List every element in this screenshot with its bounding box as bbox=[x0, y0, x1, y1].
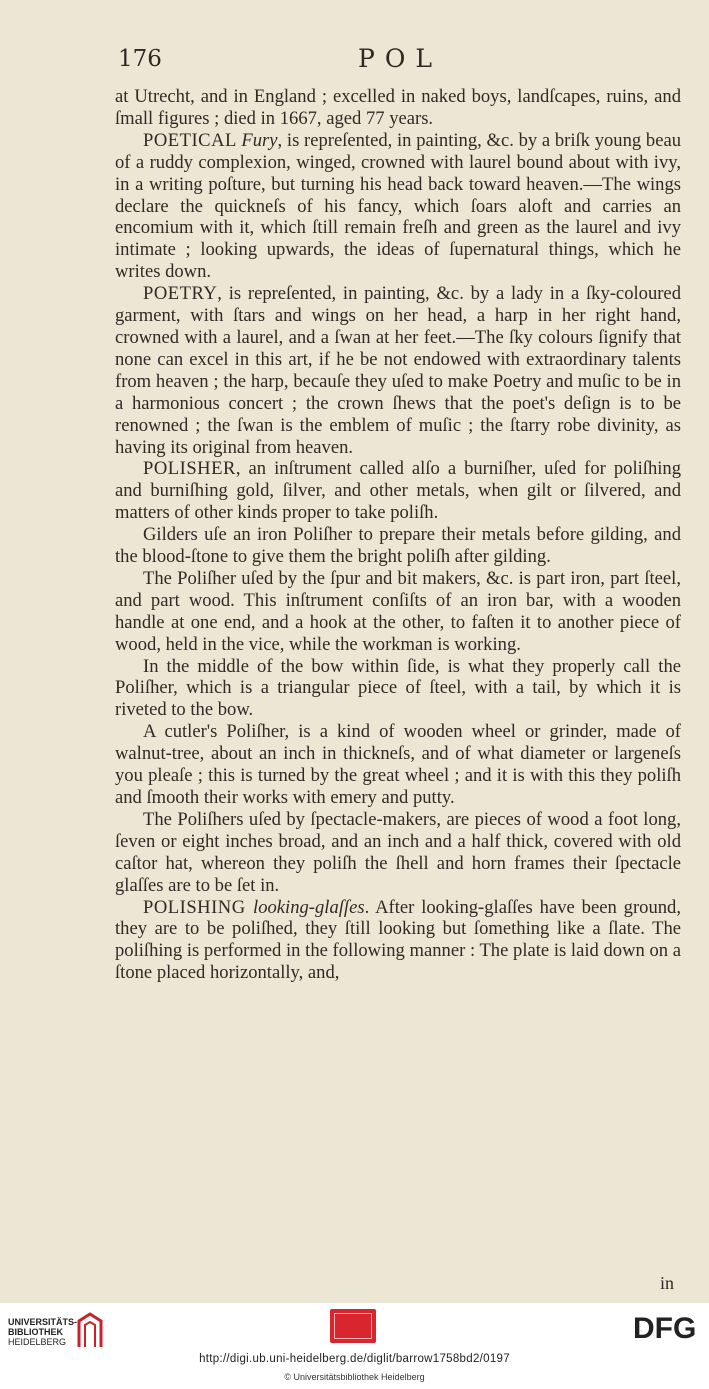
paragraph-polisher: POLISHER, an inſtrument called alſo a burniſher, uſed for poliſhing and burniſhing gold, ſilver, and other metals, when gilt or ſilvered, and matters of other kinds proper to take poliſh. bbox=[115, 458, 681, 524]
paragraph-cutler: A cutler's Poliſher, is a kind of wooden wheel or grinder, made of walnut-tree, about an inch in thickneſs, and of what diameter or largeneſs you pleaſe ; this is turned by the great wheel ; and it is with this they poliſh and ſmooth their works with emery and putty. bbox=[115, 721, 681, 808]
entry-term: POETICAL bbox=[143, 129, 242, 151]
body-text bbox=[115, 86, 681, 984]
copyright-notice: © Universitätsbibliothek Heidelberg bbox=[284, 1372, 425, 1382]
entry-term: POLISHER bbox=[143, 458, 236, 480]
paragraph-poetry: POETRY, is repreſented, in painting, &c. by a lady in a ſky-coloured garment, with ſtars and wings on her head, a harp in her right hand, crowned with a laurel, and a ſwan at her feet.—The ſky colours ſignify that none can excel in this art, if he be not endowed with extraordinary talents from heaven ; the harp, becauſe they uſed to make Poetry and muſic to be in a harmonious concert ; the crown ſhews that the poet's deſign is to be renowned ; the ſwan is the emblem of muſic ; the ſtarry robe divinity, as having its original from heaven. bbox=[115, 283, 681, 458]
library-mark-icon bbox=[76, 1311, 104, 1349]
paragraph-spectacle-makers: The Poliſhers uſed by ſpectacle-makers, are pieces of wood a foot long, ſeven or eight inches broad, and an inch and a half thick, covered with old caſtor hat, whereon they poliſh the ſhell and horn frames their ſpectacle glaſſes are to be ſet in. bbox=[115, 808, 681, 896]
catchword: in bbox=[660, 1273, 675, 1293]
permalink[interactable]: http://digi.ub.uni-heidelberg.de/diglit/barrow1758bd2/0197 bbox=[199, 1353, 510, 1365]
page-number: 176 bbox=[118, 46, 162, 72]
paragraph-spur-makers: The Poliſher uſed by the ſpur and bit makers, &c. is part iron, part ſteel, and part wood. This inſtrument conſiſts of an iron bar, with a wooden handle at one end, and a hook at the other, to faſten it to another piece of wood, held in the vice, while the workman is working. bbox=[115, 567, 681, 655]
dfg-logo[interactable] bbox=[633, 1311, 703, 1343]
footer-bar bbox=[0, 1303, 709, 1389]
library-name: UNIVERSITÄTS-BIBLIOTHEK bbox=[8, 1317, 78, 1337]
paragraph-continuation: at Utrecht, and in England ; excelled in naked boys, landſcapes, ruins, and ſmall figures ; died in 1667, aged 77 years. bbox=[115, 86, 681, 129]
entry-term: POLISHING bbox=[143, 896, 254, 918]
university-library-logo[interactable] bbox=[8, 1311, 103, 1351]
funder-label: DFG bbox=[633, 1312, 697, 1343]
paragraph-bow: In the middle of the bow within ſide, is what they properly call the Poliſher, which is a triangular piece of ſteel, with a tail, by which it is riveted to the bow. bbox=[115, 655, 681, 721]
running-head: POL bbox=[358, 44, 442, 73]
library-city: HEIDELBERG bbox=[8, 1337, 67, 1347]
paragraph-poetical-fury: POETICAL Fury, is repreſented, in painting, &c. by a briſk young beau of a ruddy complexion, winged, crowned with laurel bound about with ivy, in a writing poſture, but turning his head back toward heaven.—The wings declare the quickneſs of his fancy, which ſoars aloft and carries an encomium with it, which ſtill remain freſh and green as the laurel and ivy intimate ; looking upwards, the ideas of ſupernatural things, which he writes down. bbox=[115, 129, 681, 283]
paragraph-gilders: Gilders uſe an iron Poliſher to prepare their metals before gilding, and the blood-ſtone to give them the bright poliſh after gilding. bbox=[115, 524, 681, 568]
page-header bbox=[0, 42, 709, 82]
entry-term: POETRY bbox=[143, 283, 218, 305]
paragraph-polishing: POLISHING looking-glaſſes. After looking-glaſſes have been ground, they are to be poliſhed, they ſtill looking but ſomething like a ſlate. The poliſhing is performed in the following manner : The plate is laid down on a ſtone placed horizontally, and, bbox=[115, 896, 681, 984]
zentrum-seal-icon[interactable] bbox=[330, 1309, 376, 1343]
